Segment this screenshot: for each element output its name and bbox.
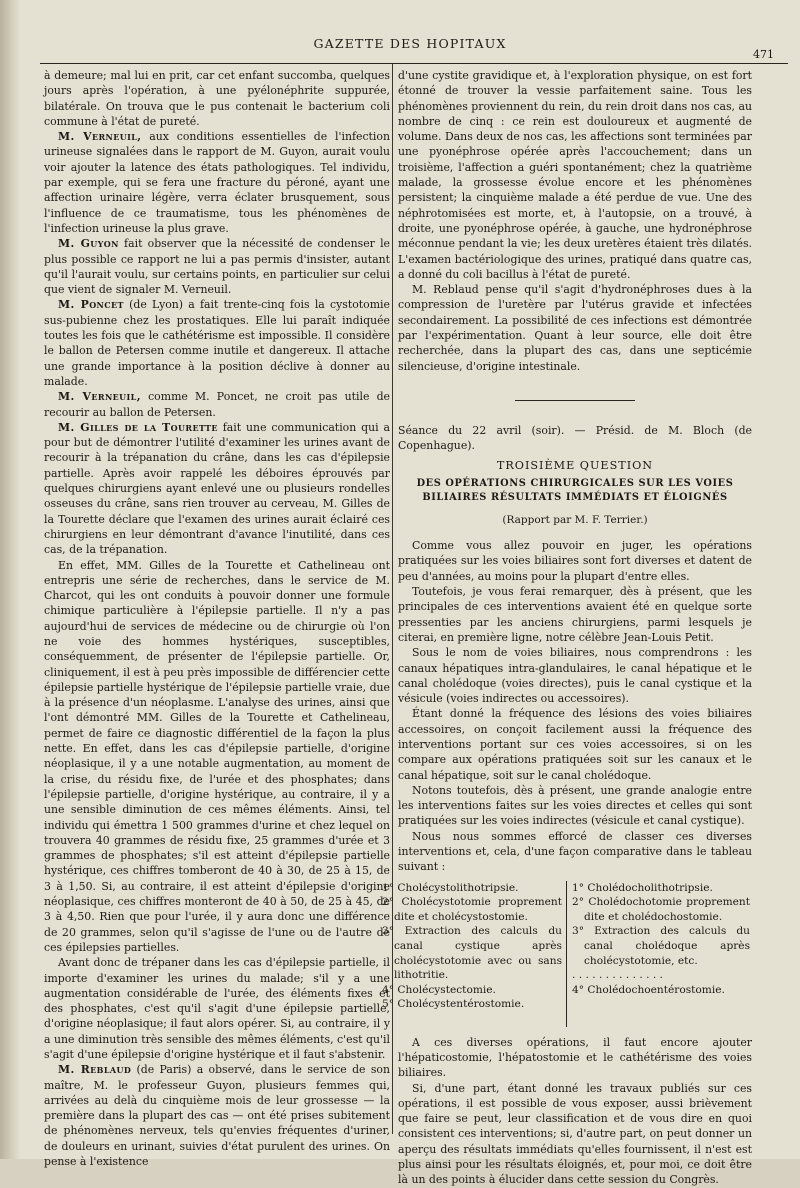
speaker-name: M. Gilles de la Tourette [58, 420, 218, 434]
table-item: 3° Extraction des calculs du canal cholédoque après cholécystotomie, etc. [572, 925, 750, 967]
journal-title: GAZETTE DES HOPITAUX [313, 36, 507, 51]
binding-shadow [0, 0, 20, 1159]
paragraph: M. Reblaud (de Paris) a observé, dans le service de son maître, M. le professeur Guyon, plusieurs femmes qui, arrivées au delà du cinquième mois de leur grossesse — la première dans la plupart des cas — ont été prises subitement de phénomènes nerveux, tels qu'envies fréquentes d'uriner, de douleurs en urinant, suivies d'état purulent des urines. On pense à l'existence [44, 1063, 390, 1169]
paragraph: M. Reblaud pense qu'il s'agit d'hydronéphroses dues à la compression de l'uretère par l'utérus gravide et infectées secondairement. La possibilité de ces infections est démontrée par l'expérimentation. Quant à leur source, elle doit être recherchée, dans la plupart des cas, dans une septicémie silencieuse, d'origine intestinale. [398, 283, 752, 373]
paragraph: Étant donné la fréquence des lésions des voies biliaires accessoires, on conçoit facilement aussi la fréquence des interventions portant sur ces voies accessoires, si on les compare aux opérations pratiquées soit sur les canaux et le canal hépatique, soit sur le canal cholédoque. [398, 707, 752, 782]
paragraph: M. Poncet (de Lyon) a fait trente-cinq fois la cystotomie sus-pubienne chez les prostatiques. Elle lui paraît indiquée toutes les fois que le cathétérisme est impossible. Il considère le ballon de Petersen comme inutile et dangereux. Il attache une grande importance à la position déclive à donner au malade. [44, 298, 390, 388]
table-item: 2° Cholécystotomie proprement dite et cholécystostomie. [382, 896, 562, 923]
speaker-name: M. Poncet [58, 298, 124, 312]
paragraph: Comme vous allez pouvoir en juger, les opérations pratiquées sur les voies biliaires sont fort diverses et datent de peu d'années, au moins pour la plupart d'entre elles. [398, 539, 752, 583]
table-item: 4° Cholécystectomie. [382, 983, 496, 996]
paragraph: d'une cystite gravidique et, à l'exploration physique, on est fort étonné de trouver la vessie parfaitement saine. Tous les phénomènes proviennent du rein, du rein droit dans nos cas, au nombre de cinq : ce rein est douloureux et augmenté de volume. Dans deux de nos cas, les affections sont terminées par une pyonéphrose opérée après l'accouchement; dans un troisième, l'affection a guéri spontanément; chez la quatrième malade, la grossesse évolue encore et les phénomènes persistent; la cinquième malade a été perdue de vue. Une des néphrotomisées est morte, et, à l'autopsie, on a trouvé, à droite, une pyonéphrose opérée, à gauche, une hydronéphrose méconnue pendant la vie; les deux uretères étaient très dilatés. L'examen bactériologique des urines, pratiqué dans quatre cas, a donné du coli bacillus à l'état de pureté. [398, 69, 752, 281]
table-item: . . . . . . . . . . . . . . [572, 969, 663, 982]
header-rule [40, 63, 788, 64]
paragraph: Sous le nom de voies biliaires, nous comprendrons : les canaux hépatiques intra-glandulaires, le canal hépatique et le canal cholédoque (voies directes), puis le canal cystique et la vésicule (voies indirectes ou accessoires). [398, 646, 752, 706]
paragraph: Nous nous sommes efforcé de classer ces diverses interventions et, cela, d'une façon comparative dans le tableau suivant : [398, 829, 752, 874]
paragraph: à demeure; mal lui en prit, car cet enfant succomba, quelques jours après l'opération, à une pyélonéphrite suppurée, bilatérale. On trouva que le pus contenait le bacterium coli commune à l'état de pureté. [44, 69, 390, 128]
report-attribution: (Rapport par M. F. Terrier.) [502, 513, 648, 526]
paragraph: Toutefois, je vous ferai remarquer, dès à présent, que les principales de ces interventions avaient été en quelque sorte pressenties par les anciens chirurgiens, parmi lesquels je citerai, en première ligne, notre célèbre Jean-Louis Petit. [398, 585, 752, 644]
paragraph: Notons toutefois, dès à présent, une grande analogie entre les interventions faites sur les voies directes et celles qui sont pratiquées sur les voies indirectes (vésicule et canal cystique). [398, 783, 752, 828]
page-header [40, 28, 780, 68]
page-number: 471 [753, 48, 774, 61]
table-item: 2° Cholédochotomie proprement dite et cholédochostomie. [572, 896, 750, 923]
speaker-name: M. Guyon [58, 237, 119, 251]
table-item: 5° Cholécystentérostomie. [382, 998, 525, 1011]
table-divider [566, 881, 567, 1027]
table-column-accessory [382, 881, 562, 1012]
session-heading: Séance du 22 avril (soir). — Présid. de M. Bloch (de Copenhague). [398, 423, 752, 453]
paragraph: Si, d'une part, étant donné les travaux publiés sur ces opérations, il est possible de vous exposer, aussi brièvement que faire se peut, leur classification et de vous dire en quoi consistent ces interventions; si, d'autre part, on peut donner un aperçu des résultats immédiats qu'elles fournissent, il n'est est plus ainsi pour les résultats éloignés, et, pour moi, ce doit être là un des points à élucider dans cette session du Congrès. [398, 1081, 752, 1187]
table-column-direct [572, 881, 750, 998]
table-item: 1° Cholédocholithotripsie. [572, 881, 713, 894]
table-item: 1° Cholécystolithotripsie. [382, 881, 519, 894]
operations-table [382, 881, 752, 1027]
left-column [44, 68, 390, 1169]
paragraph: M. Verneuil, aux conditions essentielles de l'infection urineuse signalées dans le rapport de M. Guyon, aurait voulu voir ajouter la latence des états pathologiques. Tel individu, par exemple, qui se fera une fracture du péroné, ayant une affection urinaire légère, verra éclater brusquement, sous l'influence de ce traumatisme, tous les phénomènes de l'infection urineuse la plus grave. [44, 130, 390, 235]
paragraph: A ces diverses opérations, il faut encore ajouter l'hépaticostomie, l'hépatostomie et le cathétérisme des voies biliaires. [398, 1035, 752, 1080]
speaker-name: M. Reblaud [58, 1063, 132, 1077]
paragraph: Avant donc de trépaner dans les cas d'épilepsie partielle, il importe d'examiner les urines du malade; s'il y a une augmentation considérable de l'urée, des éléments fixes et des phosphates, c'est qu'il s'agit d'une épilepsie partielle, d'origine néoplasique; il faut alors opérer. Si, au contraire, il y a une diminution très sensible des mêmes éléments, c'est qu'il s'agit d'une épilepsie d'origine hystérique et il faut s'abstenir. [44, 956, 390, 1061]
paragraph: M. Verneuil, comme M. Poncet, ne croit pas utile de recourir au ballon de Petersen. [44, 390, 390, 419]
speaker-name: M. Verneuil, [58, 390, 141, 404]
right-column [382, 68, 752, 1188]
section-separator [515, 400, 635, 401]
section-title: TROISIÈME QUESTION [496, 458, 654, 472]
table-item: 4° Cholédochoentérostomie. [572, 983, 725, 996]
paragraph: M. Guyon fait observer que la nécessité de condenser le plus possible ce rapport ne lui a pas permis d'insister, autant qu'il l'aurait voulu, sur certains points, en particulier sur celui que vient de signaler M. Verneuil. [44, 237, 391, 297]
paragraph: M. Gilles de la Tourette fait une communication qui a pour but de démontrer l'utilité d'examiner les urines avant de recourir à la trépanation du crâne, dans les cas d'épilepsie partielle. Après avoir rappelé les déboires éprouvés par quelques chirurgiens ayant enlevé une ou plusieurs rondelles osseuses du crâne, sans rien trouver au cerveau, M. Gilles de la Tourette déclare que l'examen des urines aurait éclairé ces chirurgiens en leur démontrant d'avance l'inutilité, dans ces cas, de la trépanation. [44, 420, 390, 557]
table-item: 3° Extraction des calculs du canal cystique après cholécystotomie avec ou sans lithotritie. [382, 925, 562, 982]
speaker-name: M. Verneuil, [58, 130, 142, 144]
section-subtitle: DES OPÉRATIONS CHIRURGICALES SUR LES VOIES BILIAIRES RÉSULTATS IMMÉDIATS ET ÉLOIGNÉS [416, 477, 734, 503]
paragraph: En effet, MM. Gilles de la Tourette et Cathelineau ont entrepris une série de recherches, dans le service de M. Charcot, qui les ont conduits à pouvoir donner une formule chimique particulière à l'épilepsie partielle. Il n'y a pas aujourd'hui de services de médecine ou de chirurgie où l'on ne voie des hommes hystériques, susceptibles, conséquemment, de présenter de l'épilepsie partielle. Or, cliniquement, il est à peu près impossible de différencier cette épilepsie partielle hystérique de l'épilepsie partielle vraie, due à la présence d'un néoplasme. L'analyse des urines, ainsi que l'ont démontré MM. Gilles de la Tourette et Cathelineau, permet de faire ce diagnostic différentiel de la façon la plus nette. En effet, dans les cas d'épilepsie partielle, d'origine néoplasique, il y a une notable augmentation, au moment de la crise, du résidu fixe, de l'urée et des phosphates; dans l'épilepsie partielle, d'origine hystérique, au contraire, il y a une sensible diminution de ces mêmes éléments. Ainsi, tel individu qui émettra 1 500 grammes d'urine et chez lequel on trouvera 40 grammes de résidu fixe, 25 grammes d'urée et 3 grammes de phosphates; s'il est atteint d'épilepsie partielle hystérique, ces chiffres tomberont de 40 à 30, de 25 à 15, de 3 à 1,50. Si, au contraire, il est atteint d'épilepsie d'origine néoplasique, ces chiffres monteront de 40 à 50, de 25 à 45, de 3 à 4,50. Rien que pour l'urée, il y aura donc une différence de 20 grammes, selon qu'il s'agisse de l'une ou de l'autre de ces épilepsies partielles. [44, 558, 390, 954]
